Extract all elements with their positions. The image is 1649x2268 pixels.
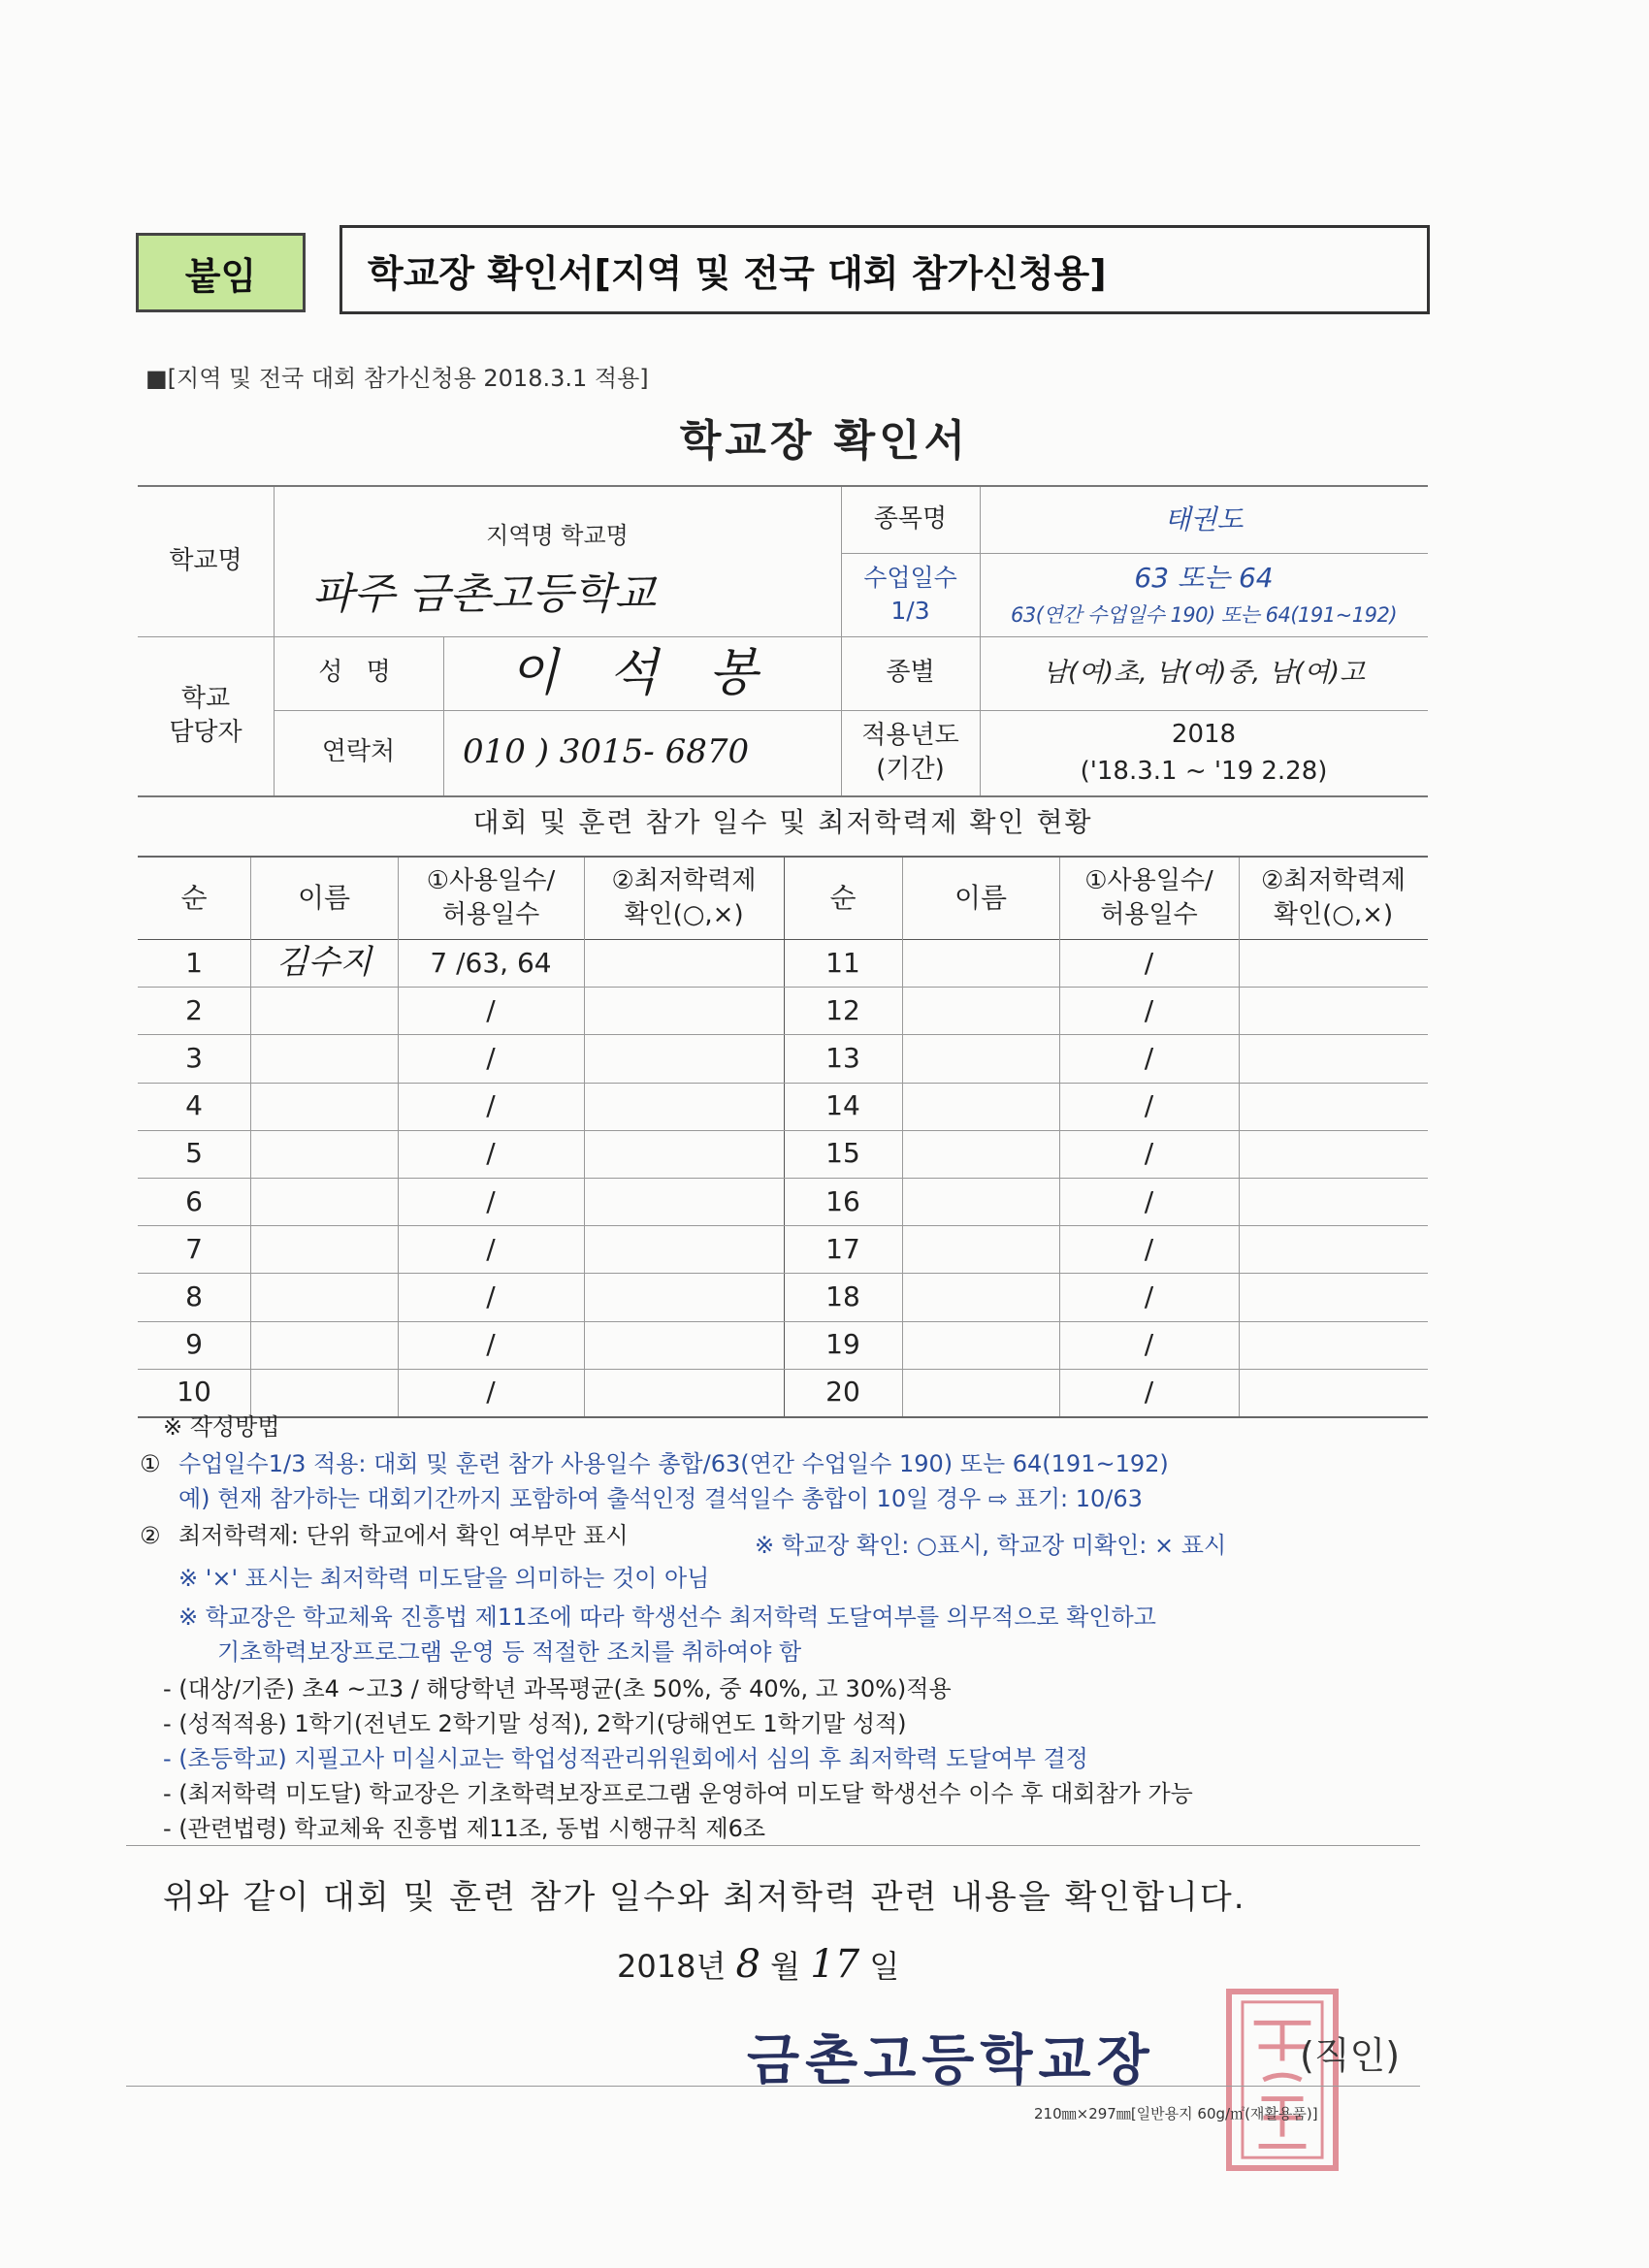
row-left-no: 4 bbox=[185, 1089, 203, 1122]
row-left-name bbox=[250, 1369, 398, 1416]
days-note: 63(연간 수업일수 190) 또는 64(191~192) bbox=[1010, 602, 1398, 627]
row-left-no: 1 bbox=[185, 946, 203, 979]
header-check-left: ②최저학력제 확인(○,×) bbox=[611, 865, 757, 929]
row-right-no: 13 bbox=[825, 1042, 860, 1075]
row-left-name bbox=[250, 1130, 398, 1178]
row-right-name bbox=[902, 1369, 1059, 1416]
item1-line2: 예) 현재 참가하는 대회기간까지 포함하여 출석인정 결석일수 총합이 10일 경우 ⇨ 표기: 10/63 bbox=[178, 1485, 1143, 1512]
seal-label: (직인) bbox=[1300, 2034, 1401, 2077]
instructions-heading: ※ 작성방법 bbox=[163, 1413, 280, 1441]
row-left-no: 5 bbox=[185, 1137, 203, 1170]
row-right-days: / bbox=[1144, 1280, 1154, 1313]
item2-line2: ※ '×' 표시는 최저학력 미도달을 의미하는 것이 아님 bbox=[178, 1565, 710, 1592]
row-right-no: 14 bbox=[825, 1089, 860, 1122]
row-right-no: 20 bbox=[825, 1376, 860, 1409]
row-left-check bbox=[584, 1178, 784, 1225]
row-left-days: / bbox=[486, 1280, 496, 1313]
row-right-name bbox=[902, 939, 1059, 987]
date-line bbox=[617, 1942, 899, 1987]
row-left-check bbox=[584, 1083, 784, 1130]
row-left-days: / bbox=[486, 1137, 496, 1170]
sub-item-elementary: - (초등학교) 지필고사 미실시교는 학업성적관리위원회에서 심의 후 최저학력 도달여부 결정 bbox=[163, 1745, 1088, 1772]
date-day-unit: 일 bbox=[869, 1948, 900, 1985]
year-label: 적용년도 (기간) bbox=[861, 720, 959, 784]
sub-item-law: - (관련법령) 학교체육 진흥법 제11조, 동법 시행규칙 제6조 bbox=[163, 1815, 766, 1842]
form-title: 학교장 확인서 bbox=[679, 416, 970, 466]
row-right-no: 16 bbox=[825, 1184, 860, 1217]
row-left-name bbox=[250, 987, 398, 1034]
row-right-days: / bbox=[1144, 946, 1154, 979]
row-left-days: / bbox=[486, 1376, 496, 1409]
row-left-no: 10 bbox=[177, 1376, 211, 1409]
name-value: 이 석 봉 bbox=[509, 643, 775, 702]
row-right-name bbox=[902, 1225, 1059, 1273]
row-left-name bbox=[250, 1225, 398, 1273]
row-left-days: / bbox=[486, 993, 496, 1026]
row-right-name bbox=[902, 1178, 1059, 1225]
name-label: 성 명 bbox=[318, 658, 399, 688]
row-left-check bbox=[584, 1321, 784, 1369]
row-right-days: / bbox=[1144, 1089, 1154, 1122]
row-left-check bbox=[584, 987, 784, 1034]
row-right-check bbox=[1239, 1321, 1428, 1369]
header-days-right: ①사용일수/ 허용일수 bbox=[1084, 865, 1213, 929]
header-no-left: 순 bbox=[180, 882, 208, 915]
school-value: 파주 금촌고등학교 bbox=[312, 569, 657, 620]
school-hint: 지역명 학교명 bbox=[486, 521, 629, 549]
attachment-badge: 붙임 bbox=[136, 233, 306, 312]
row-right-check bbox=[1239, 987, 1428, 1034]
row-right-no: 19 bbox=[825, 1328, 860, 1361]
row-right-days: / bbox=[1144, 1042, 1154, 1075]
header-check-right: ②최저학력제 확인(○,×) bbox=[1261, 865, 1406, 929]
item1-number: ① bbox=[140, 1450, 161, 1477]
row-right-days: / bbox=[1144, 1137, 1154, 1170]
status-table bbox=[138, 856, 1428, 1418]
header-name-right: 이름 bbox=[954, 882, 1008, 915]
seal-icon bbox=[1232, 1994, 1333, 2165]
row-right-check bbox=[1239, 1034, 1428, 1082]
date-month: 8 bbox=[735, 1942, 760, 1987]
row-right-no: 12 bbox=[825, 993, 860, 1026]
confirmation-text: 위와 같이 대회 및 훈련 참가 일수와 최저학력 관련 내용을 확인합니다. bbox=[163, 1878, 1246, 1917]
sub-item-grades: - (성적적용) 1학기(전년도 2학기말 성적), 2학기(당해연도 1학기말 성적) bbox=[163, 1710, 907, 1737]
row-right-days: / bbox=[1144, 993, 1154, 1026]
row-left-days: / bbox=[486, 1042, 496, 1075]
row-left-days: / bbox=[486, 1328, 496, 1361]
header-no-right: 순 bbox=[829, 882, 857, 915]
row-left-name bbox=[250, 1273, 398, 1320]
row-right-name bbox=[902, 1034, 1059, 1082]
row-left-no: 3 bbox=[185, 1042, 203, 1075]
info-table bbox=[138, 485, 1428, 797]
row-right-check bbox=[1239, 939, 1428, 987]
row-right-days: / bbox=[1144, 1376, 1154, 1409]
row-left-days: / bbox=[486, 1232, 496, 1265]
header-title: 학교장 확인서[지역 및 전국 대회 참가신청용] bbox=[340, 225, 1430, 314]
contact-value: 010 ) 3015- 6870 bbox=[463, 732, 750, 772]
row-left-name bbox=[250, 1083, 398, 1130]
days-label: 수업일수 1/3 bbox=[863, 564, 957, 625]
row-right-no: 11 bbox=[825, 946, 860, 979]
paper-spec: 210㎜×297㎜[일반용지 60g/㎡(재활용품)] bbox=[1034, 2105, 1318, 2122]
row-left-check bbox=[584, 1369, 784, 1416]
row-right-name bbox=[902, 1321, 1059, 1369]
row-left-check bbox=[584, 1130, 784, 1178]
row-left-check bbox=[584, 1273, 784, 1320]
category-label: 종별 bbox=[886, 658, 935, 688]
row-right-no: 18 bbox=[825, 1280, 860, 1313]
row-left-name: 김수지 bbox=[275, 942, 372, 982]
official-seal-stamp bbox=[1226, 1989, 1339, 2171]
row-left-name bbox=[250, 1034, 398, 1082]
row-right-check bbox=[1239, 1178, 1428, 1225]
date-year: 2018년 bbox=[617, 1948, 727, 1985]
contact-label: 연락처 bbox=[321, 737, 396, 767]
row-right-days: / bbox=[1144, 1184, 1154, 1217]
item2-line3: ※ 학교장은 학교체육 진흥법 제11조에 따라 학생선수 최저학력 도달여부를 의무적으로 확인하고 bbox=[178, 1604, 1156, 1631]
row-right-days: / bbox=[1144, 1232, 1154, 1265]
sub-item-target: - (대상/기준) 초4 ~고3 / 해당학년 과목평균(초 50%, 중 40%, 고 30%)적용 bbox=[163, 1675, 952, 1702]
item2-line1: 최저학력제: 단위 학교에서 확인 여부만 표시 bbox=[178, 1522, 629, 1549]
year-period: ('18.3.1 ~ '19 2.28) bbox=[1080, 757, 1328, 787]
row-left-days: / bbox=[486, 1089, 496, 1122]
item2-line4: 기초학력보장프로그램 운영 등 적절한 조치를 취하여야 함 bbox=[217, 1638, 802, 1666]
row-left-days: / bbox=[486, 1184, 496, 1217]
row-left-no: 2 bbox=[185, 993, 203, 1026]
item2-line1-note: ※ 학교장 확인: ○표시, 학교장 미확인: × 표시 bbox=[755, 1532, 1227, 1559]
row-right-no: 17 bbox=[825, 1232, 860, 1265]
row-right-days: / bbox=[1144, 1328, 1154, 1361]
row-right-check bbox=[1239, 1225, 1428, 1273]
row-right-check bbox=[1239, 1369, 1428, 1416]
bottom-divider bbox=[126, 2086, 1420, 2087]
category-value: 남(여)초, 남(여)중, 남(여)고 bbox=[1042, 657, 1366, 688]
date-month-unit: 월 bbox=[770, 1948, 801, 1985]
row-right-name bbox=[902, 1273, 1059, 1320]
row-left-no: 6 bbox=[185, 1184, 203, 1217]
row-right-check bbox=[1239, 1083, 1428, 1130]
principal-name: 금촌고등학교장 bbox=[747, 2028, 1155, 2092]
row-left-check bbox=[584, 1225, 784, 1273]
row-right-check bbox=[1239, 1273, 1428, 1320]
status-title: 대회 및 훈련 참가 일수 및 최저학력제 확인 현황 bbox=[472, 806, 1093, 838]
row-left-days: 7 /63, 64 bbox=[430, 946, 552, 979]
row-left-no: 9 bbox=[185, 1328, 203, 1361]
row-left-name bbox=[250, 1321, 398, 1369]
header-days-left: ①사용일수/ 허용일수 bbox=[426, 865, 556, 929]
header-name-left: 이름 bbox=[297, 882, 351, 915]
row-left-check bbox=[584, 1034, 784, 1082]
row-right-no: 15 bbox=[825, 1137, 860, 1170]
school-label: 학교명 bbox=[169, 546, 242, 576]
sub-item-below-min: - (최저학력 미도달) 학교장은 기초학력보장프로그램 운영하여 미도달 학생선수 이수 후 대회참가 가능 bbox=[163, 1780, 1193, 1807]
days-value: 63 또는 64 bbox=[1134, 562, 1274, 595]
item2-number: ② bbox=[140, 1522, 161, 1549]
row-left-name bbox=[250, 1178, 398, 1225]
year-value: 2018 bbox=[1171, 720, 1237, 750]
row-right-name bbox=[902, 987, 1059, 1034]
row-right-name bbox=[902, 1130, 1059, 1178]
manager-label: 학교 담당자 bbox=[169, 683, 242, 747]
row-right-check bbox=[1239, 1130, 1428, 1178]
row-left-check bbox=[584, 939, 784, 987]
sport-label: 종목명 bbox=[873, 504, 948, 535]
divider bbox=[126, 1845, 1420, 1846]
row-left-no: 7 bbox=[185, 1232, 203, 1265]
row-right-name bbox=[902, 1083, 1059, 1130]
form-note: ■[지역 및 전국 대회 참가신청용 2018.3.1 적용] bbox=[146, 365, 649, 392]
row-left-no: 8 bbox=[185, 1280, 203, 1313]
sport-value: 태권도 bbox=[1164, 503, 1244, 536]
item1-line1: 수업일수1/3 적용: 대회 및 훈련 참가 사용일수 총합/63(연간 수업일수 190) 또는 64(191~192) bbox=[178, 1450, 1169, 1477]
date-day: 17 bbox=[810, 1942, 860, 1987]
